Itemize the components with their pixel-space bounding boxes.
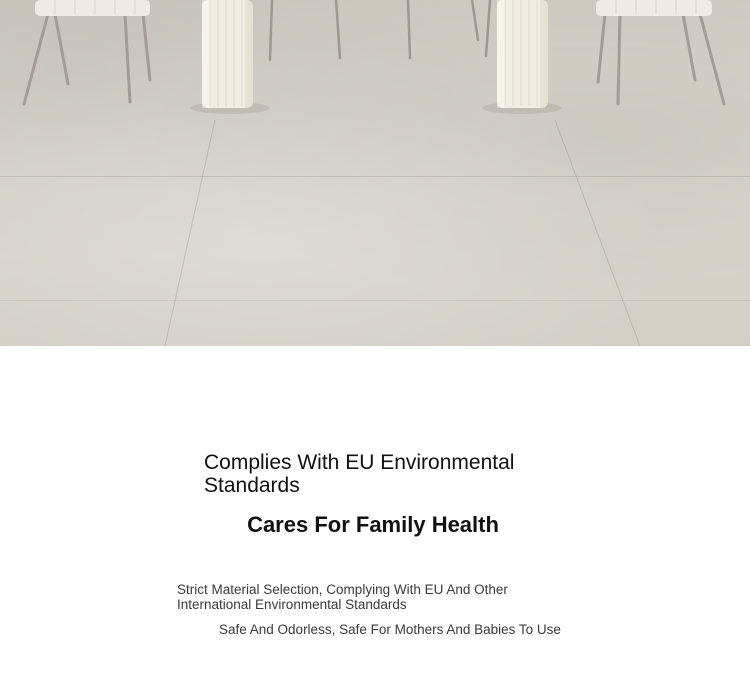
right-chair-seat — [596, 0, 712, 16]
right-table-column — [497, 0, 548, 108]
tile-seam — [555, 120, 640, 346]
left-table-column — [202, 0, 253, 108]
tile-seam — [165, 120, 215, 346]
feature-description-materials: Strict Material Selection, Complying With EU And Other International Environmental Standards — [177, 582, 508, 612]
background-chair-legs — [270, 0, 490, 60]
feature-description-safety: Safe And Odorless, Safe For Mothers And Babies To Use — [219, 622, 561, 637]
feature-heading-secondary: Cares For Family Health — [247, 512, 499, 537]
left-chair — [24, 14, 150, 104]
right-chair — [598, 14, 724, 104]
left-chair-seat — [35, 0, 150, 16]
feature-heading-primary: Complies With EU Environmental Standards — [204, 451, 515, 497]
